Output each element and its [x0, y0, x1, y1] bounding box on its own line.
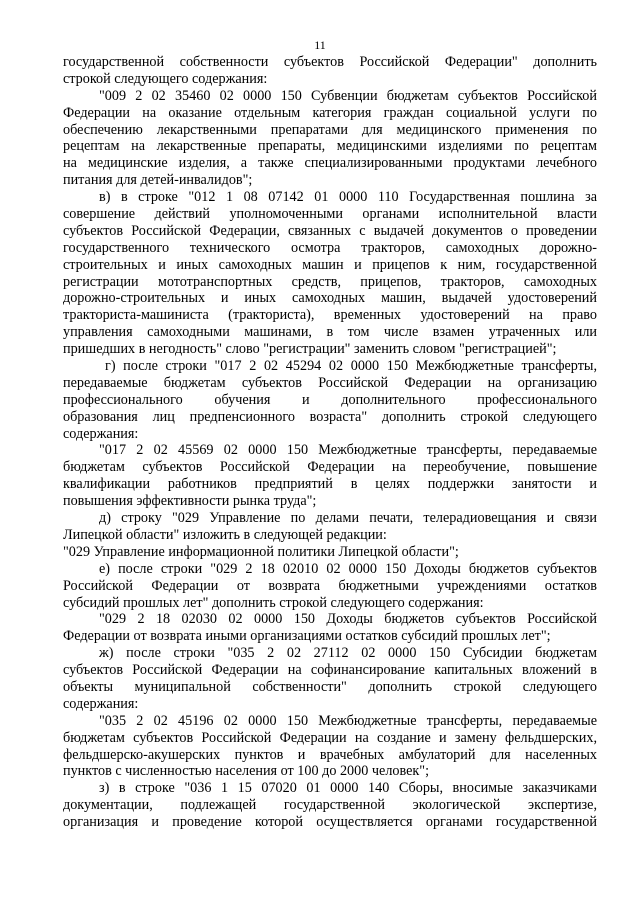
- text-line: в) в строке "012 1 08 07142 01 0000 110 Государственная пошлина за: [99, 189, 597, 206]
- text-line: субсидий прошлых лет" дополнить строкой следующего содержания:: [63, 594, 484, 611]
- text-line: "029 Управление информационной политики Липецкой области";: [63, 543, 459, 560]
- text-line: государственной собственности субъектов Российской Федерации" дополнить: [63, 54, 597, 70]
- page-number: 11: [314, 38, 326, 52]
- text-line: г) после строки "017 2 02 45294 02 0000 150 Межбюджетные трансферты,: [105, 358, 597, 375]
- text-line: повышения эффективности рынка труда";: [63, 493, 317, 510]
- text-line: "017 2 02 45569 02 0000 150 Межбюджетные трансферты, передаваемые: [99, 442, 597, 459]
- text-line: Федерации на оказание отдельным категория граждан социальной услуги по: [63, 104, 597, 121]
- text-line: на медицинские изделия, а также специализированными продуктами лечебного: [63, 155, 597, 172]
- text-line: з) в строке "036 1 15 07020 01 0000 140 Сборы, вносимые заказчиками: [99, 780, 597, 797]
- text-line: строкой следующего содержания:: [63, 70, 268, 87]
- text-line: совершение действий уполномоченными органами исполнительной власти: [63, 206, 597, 223]
- text-line: фельдшерско-акушерских пунктов и врачебных амбулаторий для населенных: [63, 746, 597, 763]
- text-line: профессионального обучения и дополнительного профессионального: [63, 391, 597, 408]
- text-line: Федерации от возврата иными организациями остатков субсидий прошлых лет";: [63, 628, 551, 645]
- text-line: образования лиц предпенсионного возраста" дополнить строкой следующего: [63, 408, 597, 425]
- text-line: питания для детей-инвалидов";: [63, 172, 253, 189]
- text-line: строительных и иных самоходных машин и прицепов к ним, государственной: [63, 256, 597, 273]
- text-line: Липецкой области" изложить в следующей редакции:: [63, 526, 387, 543]
- text-line: государственного технического осмотра тракторов, самоходных дорожно-: [63, 239, 597, 256]
- text-line: "029 2 18 02030 02 0000 150 Доходы бюджетов субъектов Российской: [99, 611, 597, 628]
- text-line: обеспечению лекарственными препаратами для медицинского применения по: [63, 121, 597, 138]
- text-line: содержания:: [63, 425, 139, 442]
- text-line: пришедших в негодность" слово "регистрации" заменить словом "регистрацией";: [63, 341, 557, 358]
- text-line: регистрации мототранспортных средств, прицепов, тракторов, самоходных: [63, 273, 597, 290]
- text-line: е) после строки "029 2 18 02010 02 0000 150 Доходы бюджетов субъектов: [99, 560, 597, 577]
- text-line: "035 2 02 45196 02 0000 150 Межбюджетные трансферты, передаваемые: [99, 712, 597, 729]
- text-line: Российской Федерации от возврата бюджетными учреждениями остатков: [63, 577, 597, 594]
- text-line: передаваемые бюджетам субъектов Российской Федерации на организацию: [63, 374, 597, 391]
- text-line: организация и проведение которой осуществляется органами государственной: [63, 814, 597, 831]
- text-line: содержания:: [63, 695, 139, 712]
- text-line: субъектов Российской Федерации на софинансирование капитальных вложений в: [63, 662, 597, 679]
- text-line: пунктов с численностью населения от 100 до 2000 человек";: [63, 763, 430, 780]
- document-body: [63, 54, 597, 831]
- text-line: тракториста-машиниста (тракториста), временных удостоверений на право: [63, 307, 597, 324]
- text-line: бюджетам субъектов Российской Федерации на создание и замену фельдшерских,: [63, 729, 597, 746]
- text-line: объекты муниципальной собственности" дополнить строкой следующего: [63, 678, 597, 695]
- text-line: субъектов Российской Федерации, связанных с выдачей документов о проведении: [63, 222, 597, 239]
- text-line: ж) после строки "035 2 02 27112 02 0000 150 Субсидии бюджетам: [99, 645, 597, 662]
- text-line: документации, подлежащей государственной экологической экспертизе,: [63, 797, 597, 814]
- text-line: "009 2 02 35460 02 0000 150 Субвенции бюджетам субъектов Российской: [99, 87, 597, 104]
- text-line: квалификации работников предприятий в целях поддержки занятости и: [63, 476, 597, 493]
- text-line: управления самоходными машинами, в том числе взамен утраченных или: [63, 324, 597, 341]
- text-line: бюджетам субъектов Российской Федерации на переобучение, повышение: [63, 459, 597, 476]
- text-line: д) строку "029 Управление по делами печати, телерадиовещания и связи: [99, 510, 597, 527]
- text-line: рецептам на лекарственные препараты, медицинскими изделиями по рецептам: [63, 138, 597, 155]
- text-line: дорожно-строительных и иных самоходных машин, выдачей удостоверений: [63, 290, 597, 307]
